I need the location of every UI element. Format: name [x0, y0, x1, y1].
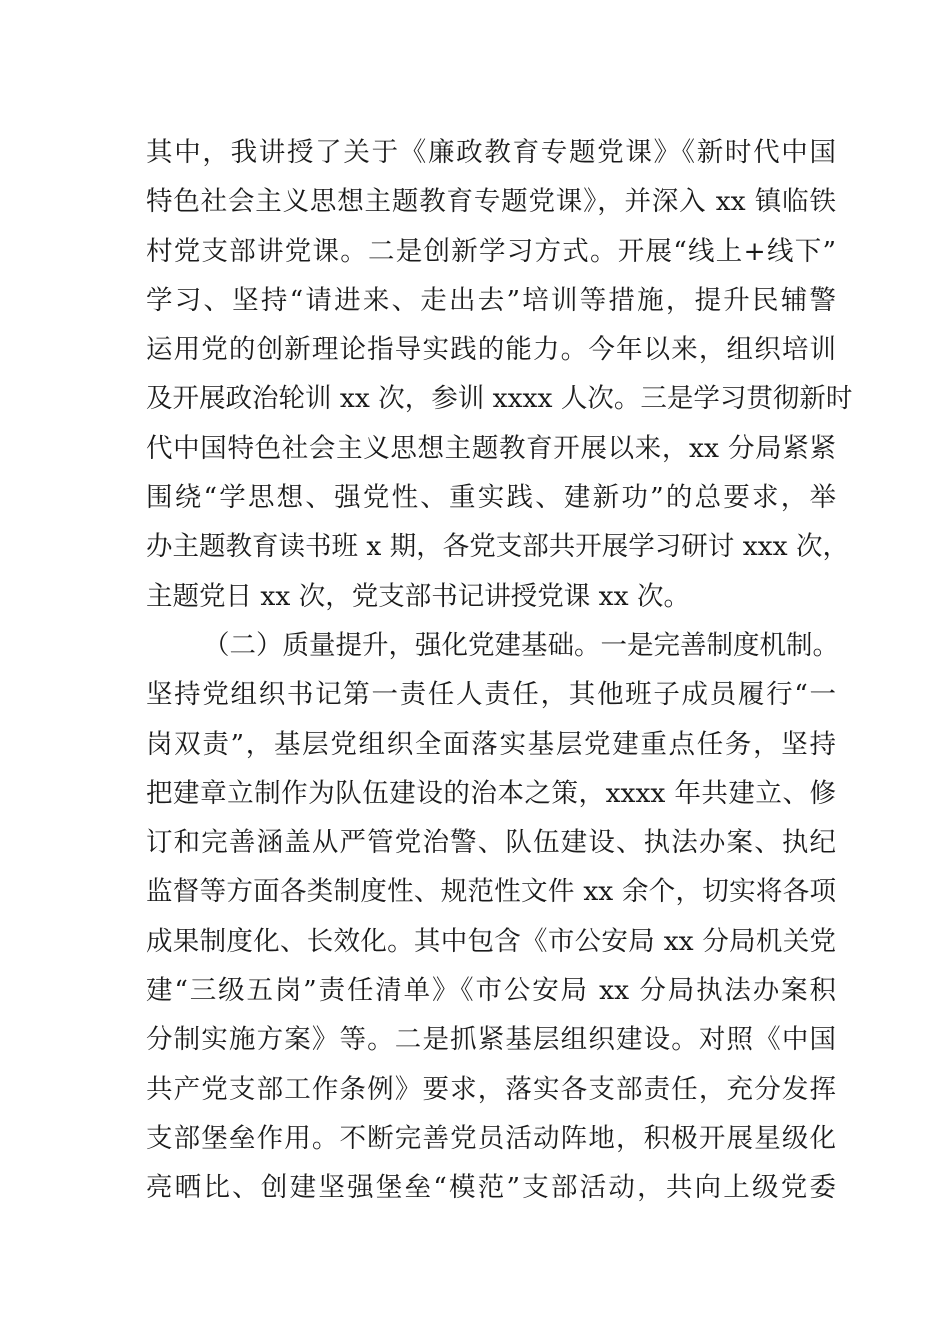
- text-line: 分制实施方案》等。二是抓紧基层组织建设。对照《中国: [146, 1024, 836, 1056]
- text-line: 代中国特色社会主义思想主题教育开展以来，xx 分局紧紧: [146, 432, 836, 464]
- text-line: 运用党的创新理论指导实践的能力。今年以来，组织培训: [146, 334, 836, 366]
- text-line: 成果制度化、长效化。其中包含《市公安局 xx 分局机关党: [146, 925, 836, 957]
- text-line: 村党支部讲党课。二是创新学习方式。开展“线上+线下”: [146, 235, 836, 267]
- text-line: 及开展政治轮训 xx 次，参训 xxxx 人次。三是学习贯彻新时: [146, 383, 853, 415]
- body-text: [146, 128, 853, 1213]
- section-heading-line: （二）质量提升，强化党建基础。一是完善制度机制。: [203, 629, 839, 661]
- paragraph-end-line: 主题党日 xx 次，党支部书记讲授党课 xx 次。: [146, 580, 690, 612]
- text-line: 岗双责”，基层党组织全面落实基层党建重点任务，坚持: [146, 728, 836, 760]
- text-line: 坚持党组织书记第一责任人责任，其他班子成员履行“一: [146, 679, 836, 711]
- text-line: 订和完善涵盖从严管党治警、队伍建设、执法办案、执纪: [146, 827, 836, 859]
- text-line: 亮晒比、创建坚强堡垒“模范”支部活动，共向上级党委: [146, 1172, 836, 1204]
- text-line: 学习、坚持“请进来、走出去”培训等措施，提升民辅警: [146, 284, 836, 316]
- text-line: 办主题教育读书班 x 期，各党支部共开展学习研讨 xxx 次，: [146, 531, 849, 563]
- text-line: 围绕“学思想、强党性、重实践、建新功”的总要求，举: [146, 482, 836, 514]
- text-line: 共产党支部工作条例》要求，落实各支部责任，充分发挥: [146, 1073, 836, 1105]
- text-line: 监督等方面各类制度性、规范性文件 xx 余个，切实将各项: [146, 876, 836, 908]
- text-line: 其中，我讲授了关于《廉政教育专题党课》《新时代中国: [146, 137, 836, 168]
- text-line: 建“三级五岗”责任清单》《市公安局 xx 分局执法办案积: [146, 975, 836, 1007]
- text-line: 特色社会主义思想主题教育专题党课》，并深入 xx 镇临铁: [146, 186, 836, 218]
- text-line: 把建章立制作为队伍建设的治本之策，xxxx 年共建立、修: [146, 777, 836, 809]
- text-line: 支部堡垒作用。不断完善党员活动阵地，积极开展星级化: [146, 1122, 836, 1154]
